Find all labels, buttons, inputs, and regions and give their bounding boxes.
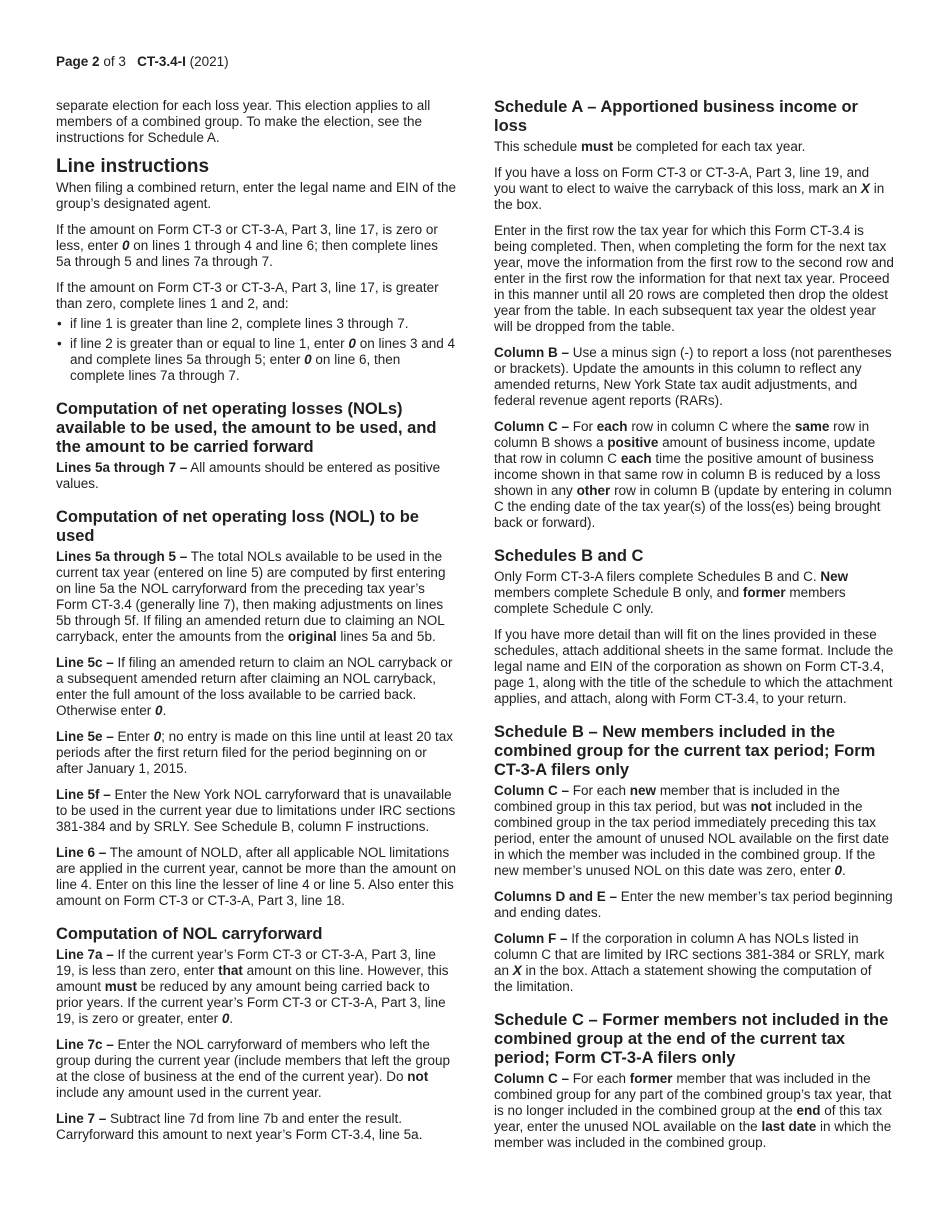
page-total: of 3 [103, 54, 126, 69]
form-year: (2021) [189, 54, 229, 69]
schedule-a-heading: Schedule A – Apportioned business income or loss [494, 98, 858, 135]
lines-5a-7-paragraph: Lines 5a through 7 – All amounts should be entered as positive values. [56, 460, 441, 491]
nol-used-heading: Computation of net operating loss (NOL) to be used [56, 508, 419, 545]
page-number: 2 [92, 54, 100, 69]
column-c-paragraph: Column C – For each row in column C where the same row in column B shows a positive amount of business income, update that row in column C each time the positive amount of business income shown in that same row in column B is reduced by a loss shown in any other row in column B (update by entering in column C the ending date of the tax year(s) of the loss(es) being brought back or forward). [494, 419, 892, 530]
line-5c-paragraph: Line 5c – If filing an amended return to claim an NOL carryback or a subsequent amended return after claiming an NOL carryback, enter the full amount of the loss available to be carried back. Otherwise enter 0. [56, 655, 453, 718]
schedule-b-column-f: Column F – If the corporation in column A has NOLs listed in column C that are limited by IRC sections 381-384 or SRLY, mark an X in the box. Attach a statement showing the computation of the limitation. [494, 931, 885, 994]
schedule-b-heading: Schedule B – New members included in the combined group for the current tax period; Form CT-3-A filers only [494, 723, 876, 779]
right-column [494, 98, 894, 1161]
line-7-paragraph: Line 7 – Subtract line 7d from line 7b and enter the result. Carryforward this amount to next year’s Form CT-3.4, line 5a. [56, 1111, 423, 1142]
schedule-a-p2: If you have a loss on Form CT-3 or CT-3-A, Part 3, line 19, and you want to elect to waive the carryback of this loss, mark an X in the box. [494, 165, 885, 212]
list-item: • if line 2 is greater than or equal to line 1, enter 0 on lines 3 and 4 and complete lines 5a through 5; enter 0 on line 6, then complete lines 7a through 7. [56, 336, 456, 384]
line-7a-paragraph: Line 7a – If the current year’s Form CT-3 or CT-3-A, Part 3, line 19, is less than zero, enter that amount on this line. However, this amount must be reduced by any amount being carried back to prior years. If the current year’s Form CT-3 or CT-3-A, Part 3, line 19, is zero or greater, enter 0. [56, 947, 449, 1026]
schedules-b-c-heading: Schedules B and C [494, 547, 644, 565]
line-5f-paragraph: Line 5f – Enter the New York NOL carryforward that is unavailable to be used in the current year due to limitations under IRC sections 381-384 and by SRLY. See Schedule B, column F instructions. [56, 787, 456, 834]
line-instructions-p3: If the amount on Form CT-3 or CT-3-A, Part 3, line 17, is greater than zero, complete lines 1 and 2, and: [56, 280, 439, 311]
schedule-c-heading: Schedule C – Former members not included in the combined group at the end of the current tax period; Form CT-3-A filers only [494, 1011, 889, 1067]
schedule-b-columns-d-e: Columns D and E – Enter the new member’s tax period beginning and ending dates. [494, 889, 893, 920]
nol-carryforward-heading: Computation of NOL carryforward [56, 925, 323, 943]
line-5e-paragraph: Line 5e – Enter 0; no entry is made on this line until at least 20 tax periods after the first return filed for the period beginning on or after January 1, 2015. [56, 729, 453, 776]
schedule-c-column-c: Column C – For each former member that was included in the combined group for any part of the combined group’s tax year, that is no longer included in the combined group at the end of this tax year, enter the unused NOL available on the last date in which the member was included in the combined group. [494, 1071, 892, 1150]
list-item: • if line 1 is greater than line 2, complete lines 3 through 7. [56, 316, 456, 332]
column-b-paragraph: Column B – Use a minus sign (-) to report a loss (not parentheses or brackets). Update the amounts in this column to reflect any amended returns, New York State tax audit adjustments, and federal revenue agent reports (RARs). [494, 345, 892, 408]
schedule-b-column-c: Column C – For each new member that is included in the combined group in this tax period, but was not included in the combined group in the tax period immediately preceding this tax period, enter the amount of unused NOL available on the first date in which the member was included in the combined group. If the new member’s unused NOL on this date was zero, enter 0. [494, 783, 890, 878]
condition-list [56, 316, 456, 384]
intro-paragraph: separate election for each loss year. This election applies to all members of a combined group. To make the election, see the instructions for Schedule A. [56, 98, 431, 145]
left-column [56, 98, 456, 1153]
lines-5a-5-paragraph: Lines 5a through 5 – The total NOLs available to be used in the current tax year (entered on line 5) are computed by first entering on line 5a the NOL carryforward from the preceding tax year’s Form CT-3.4 (generally line 7), then making adjustments on lines 5b through 5f. If filing an amended return due to claiming an NOL carryback, enter the amounts from the original lines 5a and 5b. [56, 549, 446, 644]
page-header [56, 54, 229, 69]
schedule-a-p1: This schedule must be completed for each tax year. [494, 139, 806, 154]
line-instructions-heading: Line instructions [56, 156, 210, 177]
schedules-b-c-p2: If you have more detail than will fit on the lines provided in these schedules, attach additional sheets in the same format. Include the legal name and EIN of the corporation as shown on Form CT-3.4, page 1, along with the title of the schedule to which the attachment applies, and attach, along with Form CT-3.4, to your return. [494, 627, 894, 706]
form-id: CT-3.4-I [137, 54, 186, 69]
line-instructions-p2: If the amount on Form CT-3 or CT-3-A, Part 3, line 17, is zero or less, enter 0 on lines 1 through 4 and line 6; then complete lines 5a through 5 and lines 7a through 7. [56, 222, 439, 269]
line-instructions-p1: When filing a combined return, enter the legal name and EIN of the group’s designated agent. [56, 180, 456, 211]
page-word: Page [56, 54, 89, 69]
schedules-b-c-p1: Only Form CT-3-A filers complete Schedules B and C. New members complete Schedule B only, and former members complete Schedule C only. [494, 569, 849, 616]
line-7c-paragraph: Line 7c – Enter the NOL carryforward of members who left the group during the current year (include members that left the group at the close of business at the end of the current year). Do not include any amount used in the current year. [56, 1037, 450, 1100]
nol-computation-heading: Computation of net operating losses (NOLs) available to be used, the amount to be used, and the amount to be carried forward [56, 400, 437, 456]
schedule-a-p3: Enter in the first row the tax year for which this Form CT-3.4 is being completed. Then, when completing the form for the next tax year, move the information from the first row to the second row and enter in the first row the information for that next tax year. Proceed in this manner until all 20 rows are completed then drop the oldest year from the table. In each subsequent tax year the oldest year will be dropped from the table. [494, 223, 894, 334]
line-6-paragraph: Line 6 – The amount of NOLD, after all applicable NOL limitations are applied in the current year, cannot be more than the amount on line 4. Enter on this line the lesser of line 4 or line 5. Also enter this amount on Form CT-3 or CT-3-A, Part 3, line 18. [56, 845, 457, 908]
